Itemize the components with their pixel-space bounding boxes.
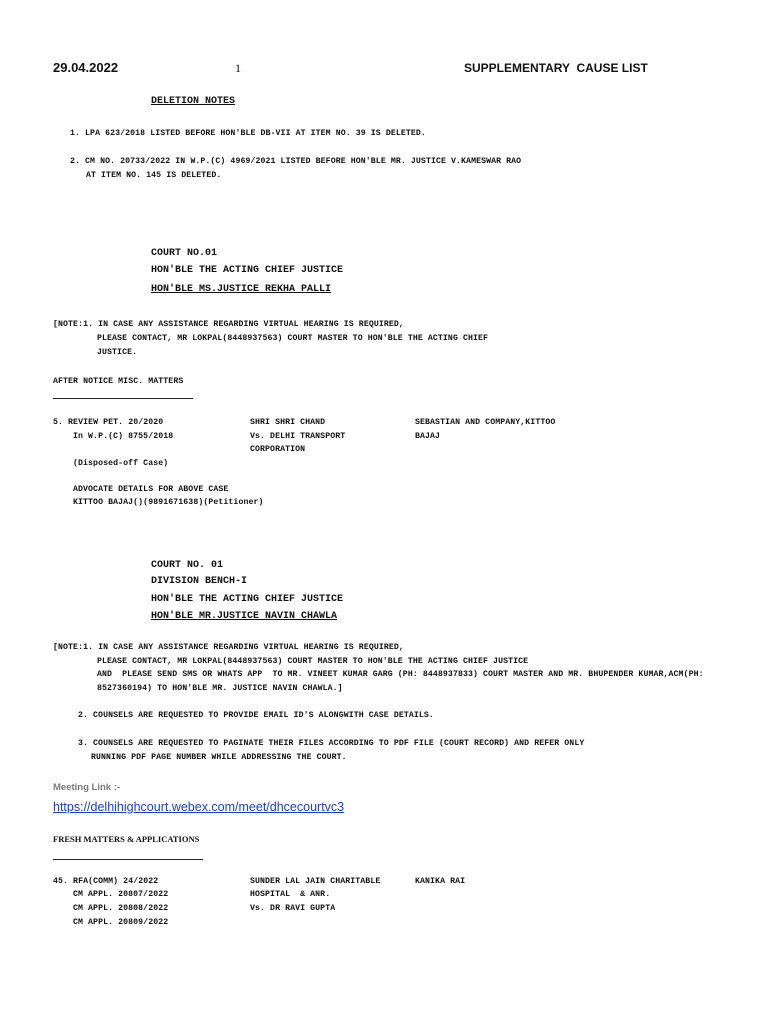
court2-case-application-1: CM APPL. 20807/2022 (73, 890, 169, 899)
court2-bench: DIVISION BENCH-I (151, 576, 248, 587)
court1-case-advocate-2: BAJAJ (415, 432, 441, 441)
court2-judge-2: HON'BLE MR.JUSTICE NAVIN CHAWLA (151, 611, 338, 622)
deletion-note-2-line1: 2. CM NO. 20733/2022 IN W.P.(C) 4969/2021 LISTED BEFORE HON'BLE MR. JUSTICE V.KAMESWAR RAO (70, 157, 522, 166)
court1-note-line1: [NOTE:1. IN CASE ANY ASSISTANCE REGARDING VIRTUAL HEARING IS REQUIRED, (53, 320, 404, 329)
page-number: 1 (235, 61, 241, 75)
court2-point-3-line2: RUNNING PDF PAGE NUMBER WHILE ADDRESSING THE COURT. (91, 753, 347, 762)
court2-case-party-2: HOSPITAL & ANR. (250, 890, 331, 899)
court2-point-3-line1: 3. COUNSELS ARE REQUESTED TO PAGINATE THEIR FILES ACCORDING TO PDF FILE (COURT RECORD) AND REFER ONLY (78, 739, 585, 748)
court2-case-party-3: Vs. DR RAVI GUPTA (250, 904, 336, 913)
deletion-notes-title: DELETION NOTES (151, 96, 236, 107)
court1-section-rule (53, 398, 193, 399)
court2-number: COURT NO. 01 (151, 560, 224, 571)
court1-section-heading: AFTER NOTICE MISC. MATTERS (53, 377, 184, 386)
court1-note-line3: JUSTICE. (97, 348, 138, 357)
court1-case-number: 5. REVIEW PET. 20/2020 (53, 418, 164, 427)
court2-case-application-3: CM APPL. 20809/2022 (73, 918, 169, 927)
court2-note-line2: PLEASE CONTACT, MR LOKPAL(8448937563) COURT MASTER TO HON'BLE THE ACTING CHIEF JUSTICE (97, 657, 529, 666)
cause-list-date: 29.04.2022 (53, 60, 119, 75)
court1-case-party-2: Vs. DELHI TRANSPORT (250, 432, 346, 441)
deletion-note-1: 1. LPA 623/2018 LISTED BEFORE HON'BLE DB-VII AT ITEM NO. 39 IS DELETED. (70, 129, 426, 138)
court2-case-party-1: SUNDER LAL JAIN CHARITABLE (250, 877, 381, 886)
court2-case-application-2: CM APPL. 20808/2022 (73, 904, 169, 913)
court1-note-line2: PLEASE CONTACT, MR LOKPAL(8448937563) COURT MASTER TO HON'BLE THE ACTING CHIEF (97, 334, 489, 343)
court1-case-status: (Disposed-off Case) (73, 459, 169, 468)
court2-case-number: 45. RFA(COMM) 24/2022 (53, 877, 159, 886)
court2-section-rule (53, 859, 203, 860)
court1-case-party-1: SHRI SHRI CHAND (250, 418, 326, 427)
court2-case-advocate: KANIKA RAI (415, 877, 466, 886)
court1-judge-1: HON'BLE THE ACTING CHIEF JUSTICE (151, 265, 344, 276)
court2-point-2: 2. COUNSELS ARE REQUESTED TO PROVIDE EMAIL ID'S ALONGWITH CASE DETAILS. (78, 711, 434, 720)
court1-number: COURT NO.01 (151, 248, 218, 259)
court2-section-heading: FRESH MATTERS & APPLICATIONS (53, 834, 200, 844)
court1-case-main-matter: In W.P.(C) 8755/2018 (73, 432, 174, 441)
court1-advocate-details-title: ADVOCATE DETAILS FOR ABOVE CASE (73, 485, 229, 494)
court2-note-line4: 8527360194) TO HON'BLE MR. JUSTICE NAVIN CHAWLA.] (97, 684, 343, 693)
court1-advocate-details: KITTOO BAJAJ()(9891671638)(Petitioner) (73, 498, 264, 507)
meeting-link-label: Meeting Link :- (53, 782, 121, 793)
deletion-note-2-line2: AT ITEM NO. 145 IS DELETED. (86, 171, 222, 180)
cause-list-title: SUPPLEMENTARY CAUSE LIST (464, 61, 648, 75)
court2-note-line3: AND PLEASE SEND SMS OR WHATS APP TO MR. VINEET KUMAR GARG (PH: 8448937833) COURT MASTER AND MR. BHUPENDER KUMAR,ACM(PH: (97, 670, 704, 679)
court2-judge-1: HON'BLE THE ACTING CHIEF JUSTICE (151, 594, 344, 605)
court1-case-advocate-1: SEBASTIAN AND COMPANY,KITTOO (415, 418, 556, 427)
court1-case-party-3: CORPORATION (250, 445, 306, 454)
court1-judge-2: HON'BLE MS.JUSTICE REKHA PALLI (151, 284, 332, 295)
meeting-link[interactable]: https://delhihighcourt.webex.com/meet/dhcecourtvc3 (53, 800, 345, 814)
court2-note-line1: [NOTE:1. IN CASE ANY ASSISTANCE REGARDING VIRTUAL HEARING IS REQUIRED, (53, 643, 404, 652)
